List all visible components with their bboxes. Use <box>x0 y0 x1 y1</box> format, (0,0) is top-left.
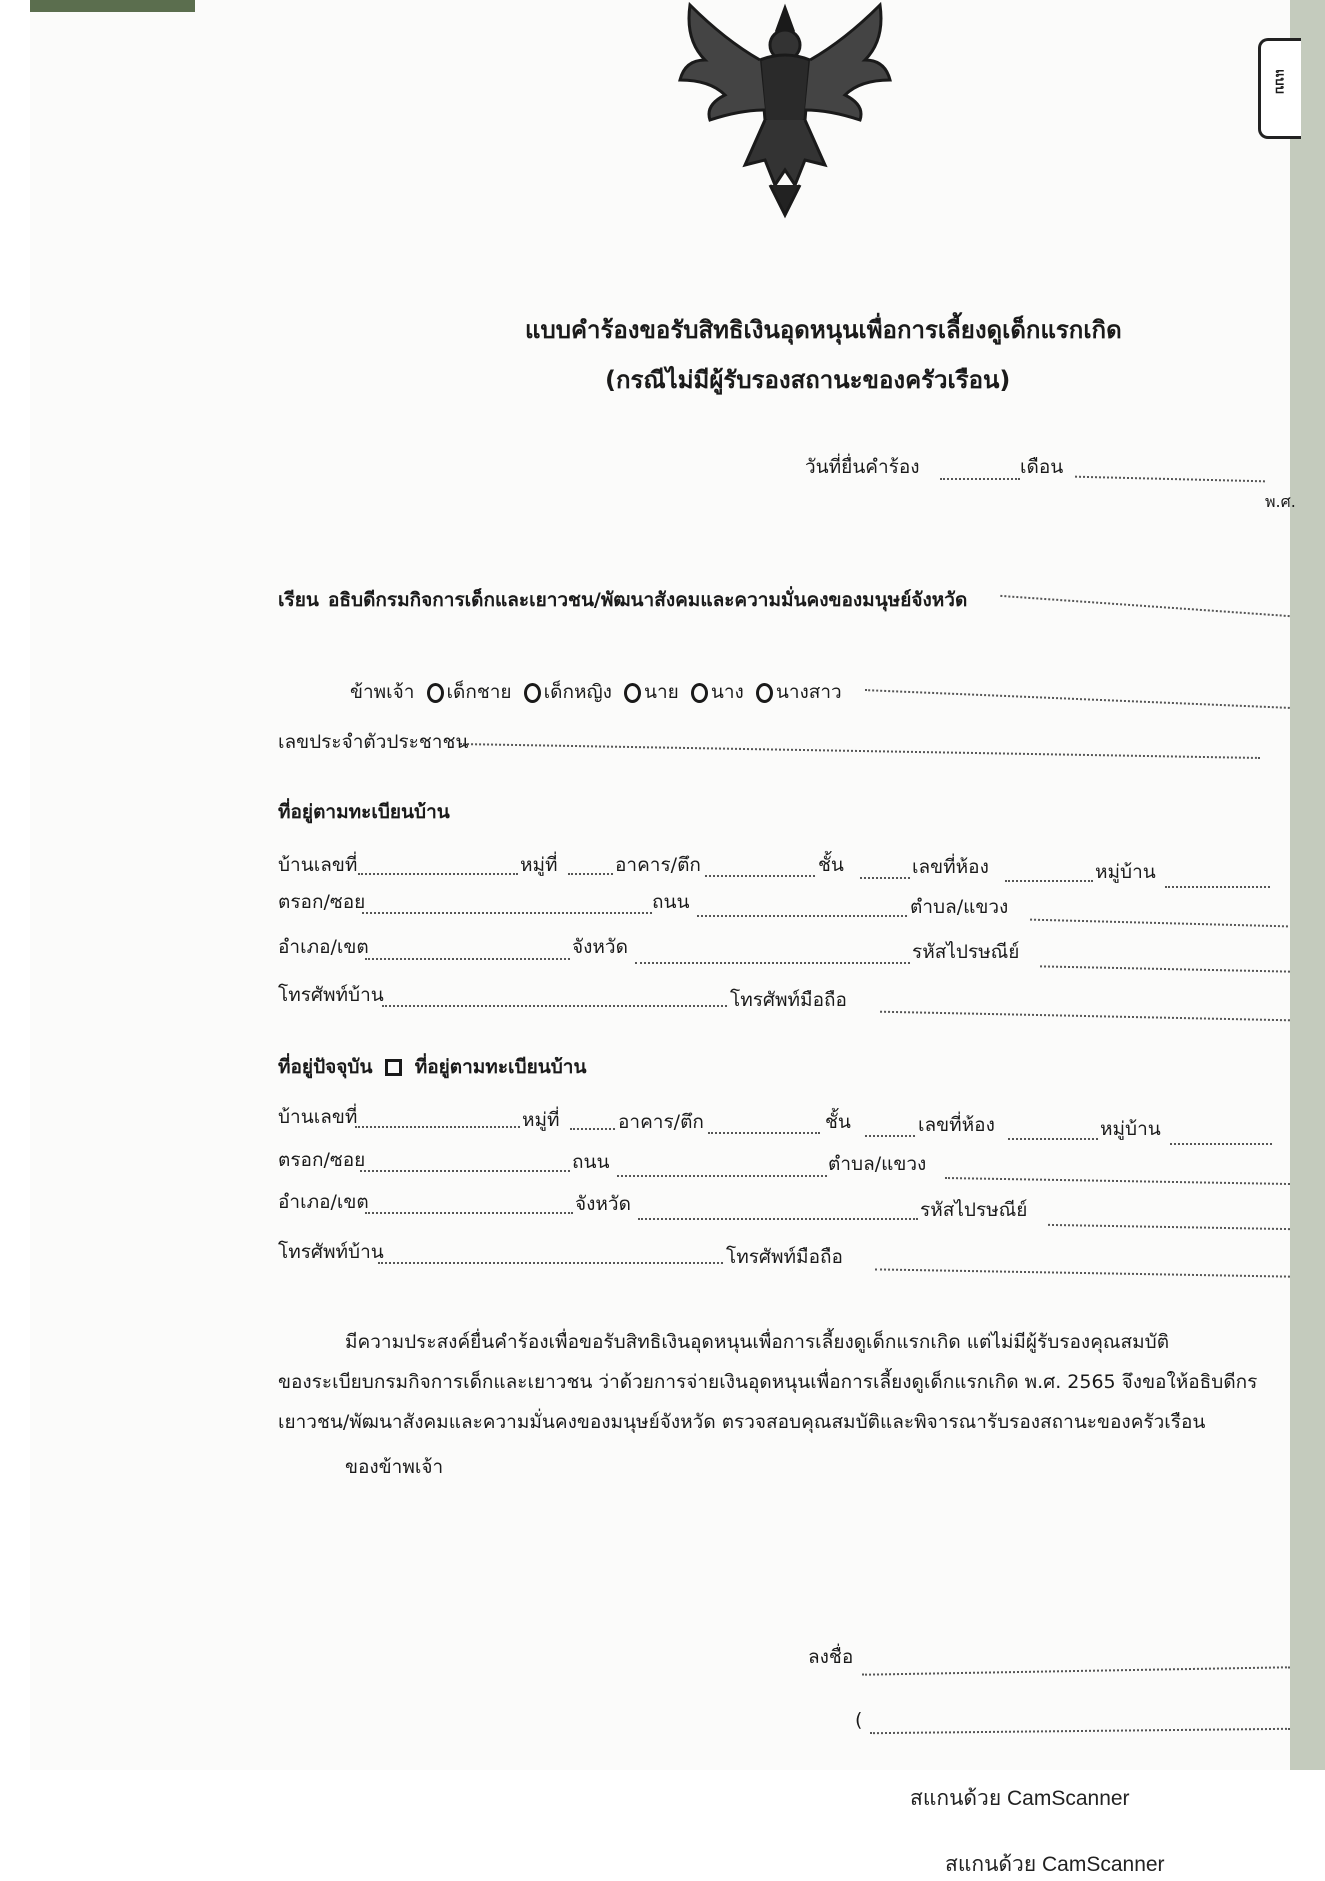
page-edge-shadow <box>1290 0 1325 1770</box>
cur-postal-label: รหัสไปรษณีย์ <box>920 1199 1028 1221</box>
radio-mr[interactable] <box>624 683 641 703</box>
cur-floor-label: ชั้น <box>825 1111 851 1133</box>
reg-amphoe-field[interactable] <box>365 958 570 960</box>
reg-village-field[interactable] <box>1165 886 1270 888</box>
reg-postal-label: รหัสไปรษณีย์ <box>912 941 1020 963</box>
cur-tambon-label: ตำบล/แขวง <box>828 1153 927 1175</box>
reg-room-label: เลขที่ห้อง <box>912 856 989 878</box>
cur-building-label: อาคาร/ตึก <box>618 1111 704 1133</box>
applicant-row: ข้าพเจ้า เด็กชาย เด็กหญิง นาย นาง นางสาว <box>350 681 842 703</box>
signature-label: ลงชื่อ <box>808 1646 854 1668</box>
reg-road-field[interactable] <box>697 915 907 917</box>
reg-tambon-label: ตำบล/แขวง <box>910 896 1009 918</box>
reg-home-phone-label: โทรศัพท์บ้าน <box>278 984 384 1006</box>
month-label: เดือน <box>1020 456 1064 478</box>
cur-amphoe-label: อำเภอ/เขต <box>278 1191 369 1213</box>
cur-province-label: จังหวัด <box>575 1193 631 1215</box>
cur-floor-field[interactable] <box>865 1135 915 1137</box>
registered-address-heading: ที่อยู่ตามทะเบียนบ้าน <box>278 801 450 823</box>
cur-moo-label: หมู่ที่ <box>522 1109 560 1131</box>
reg-building-field[interactable] <box>705 875 815 877</box>
cur-mobile-label: โทรศัพท์มือถือ <box>726 1246 843 1268</box>
garuda-emblem-icon <box>665 0 905 220</box>
cur-room-label: เลขที่ห้อง <box>918 1114 995 1136</box>
cur-village-label: หมู่บ้าน <box>1100 1118 1161 1140</box>
reg-province-label: จังหวัด <box>572 936 628 958</box>
page-corner-tab <box>30 0 195 12</box>
reg-soi-field[interactable] <box>362 912 652 914</box>
reg-floor-field[interactable] <box>860 877 910 879</box>
reg-building-label: อาคาร/ตึก <box>615 854 701 876</box>
form-subtitle: (กรณีไม่มีผู้รับรองสถานะของครัวเรือน) <box>605 366 1011 394</box>
form-side-label: แบบ <box>1258 38 1301 139</box>
current-address-row: ที่อยู่ปัจจุบัน ที่อยู่ตามทะเบียนบ้าน <box>278 1056 587 1078</box>
cur-road-label: ถนน <box>572 1151 610 1173</box>
camscanner-watermark-footer: สแกนด้วย CamScanner <box>945 1853 1165 1876</box>
scanned-page <box>30 0 1300 1770</box>
form-title: แบบคำร้องขอรับสิทธิเงินอุดหนุนเพื่อการเลี้ยงดูเด็กแรกเกิด <box>525 316 1122 344</box>
reg-village-label: หมู่บ้าน <box>1095 861 1156 883</box>
cur-house-no-label: บ้านเลขที่ <box>278 1106 358 1128</box>
radio-girl[interactable] <box>524 683 541 703</box>
reg-floor-label: ชั้น <box>818 854 844 876</box>
cur-road-field[interactable] <box>617 1175 827 1177</box>
signature-paren: ( <box>855 1709 863 1731</box>
cur-soi-field[interactable] <box>360 1170 570 1172</box>
id-label: เลขประจำตัวประชาชน <box>278 731 469 753</box>
reg-house-no-label: บ้านเลขที่ <box>278 854 358 876</box>
cur-room-field[interactable] <box>1008 1138 1098 1140</box>
cur-moo-field[interactable] <box>570 1128 615 1130</box>
reg-moo-label: หมู่ที่ <box>520 854 558 876</box>
to-recipient: อธิบดีกรมกิจการเด็กและเยาวชน/พัฒนาสังคมและความมั่นคงของมนุษย์จังหวัด <box>328 589 968 611</box>
paragraph-line-4: ของข้าพเจ้า <box>345 1456 444 1478</box>
reg-soi-label: ตรอก/ซอย <box>278 891 366 913</box>
reg-amphoe-label: อำเภอ/เขต <box>278 936 369 958</box>
cur-village-field[interactable] <box>1170 1143 1272 1145</box>
cur-province-field[interactable] <box>638 1218 918 1220</box>
reg-road-label: ถนน <box>652 891 690 913</box>
same-as-registered-checkbox[interactable] <box>385 1059 402 1076</box>
radio-boy[interactable] <box>427 683 444 703</box>
cur-soi-label: ตรอก/ซอย <box>278 1149 366 1171</box>
cur-amphoe-field[interactable] <box>365 1212 573 1214</box>
cur-house-no-field[interactable] <box>355 1126 520 1128</box>
date-field[interactable] <box>940 478 1020 480</box>
radio-miss[interactable] <box>756 683 773 703</box>
cur-home-phone-label: โทรศัพท์บ้าน <box>278 1241 384 1263</box>
paragraph-line-1: มีความประสงค์ยื่นคำร้องเพื่อขอรับสิทธิเงินอุดหนุนเพื่อการเลี้ยงดูเด็กแรกเกิด แต่ไม่มีผู้รับรองคุณสมบัติ <box>345 1331 1170 1353</box>
camscanner-watermark: สแกนด้วย CamScanner <box>910 1787 1130 1810</box>
cur-home-phone-field[interactable] <box>378 1262 723 1264</box>
cur-building-field[interactable] <box>708 1132 820 1134</box>
reg-mobile-label: โทรศัพท์มือถือ <box>730 989 847 1011</box>
date-label: วันที่ยื่นคำร้อง <box>805 456 920 478</box>
paragraph-line-2: ของระเบียบกรมกิจการเด็กและเยาวชน ว่าด้วยการจ่ายเงินอุดหนุนเพื่อการเลี้ยงดูเด็กแรกเกิด พ.ศ. 2565 จึงขอให้อธิบดีกร <box>278 1371 1258 1393</box>
reg-province-field[interactable] <box>635 962 910 964</box>
to-prefix: เรียน <box>278 589 319 611</box>
paragraph-line-3: เยาวชน/พัฒนาสังคมและความมั่นคงของมนุษย์จังหวัด ตรวจสอบคุณสมบัติและพิจารณารับรองสถานะของครัวเรือน <box>278 1411 1206 1433</box>
reg-room-field[interactable] <box>1005 880 1093 882</box>
reg-home-phone-field[interactable] <box>382 1005 727 1007</box>
year-label: พ.ศ. <box>1265 492 1296 511</box>
reg-moo-field[interactable] <box>568 873 613 875</box>
reg-house-no-field[interactable] <box>358 873 518 875</box>
radio-mrs[interactable] <box>691 683 708 703</box>
